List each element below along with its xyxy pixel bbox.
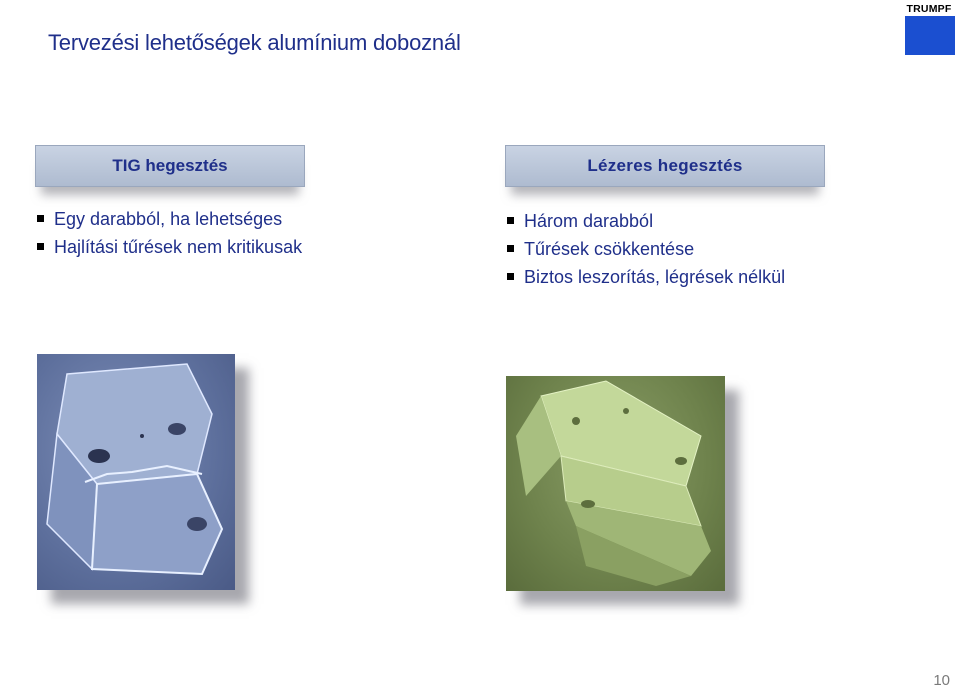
laser-heading: Lézeres hegesztés <box>505 145 825 187</box>
trumpf-logo <box>902 3 956 55</box>
laser-bullet-list <box>506 208 785 292</box>
tig-welded-box-photo <box>37 354 235 590</box>
laser-bullet-1: Három darabból <box>506 208 785 236</box>
tig-bullet-1: Egy darabból, ha lehetséges <box>36 206 302 234</box>
tig-bullet-list <box>36 206 302 262</box>
slide-title: Tervezési lehetőségek alumínium doboznál <box>48 30 461 55</box>
tig-bullet-2: Hajlítási tűrések nem kritikusak <box>36 234 302 262</box>
page-number: 10 <box>933 672 950 689</box>
laser-bullet-3: Biztos leszorítás, légrések nélkül <box>506 264 785 292</box>
logo-text: TRUMPF <box>906 3 952 15</box>
tig-heading: TIG hegesztés <box>35 145 305 187</box>
laser-box-illustration <box>506 376 725 591</box>
logo-blue-square <box>905 16 955 55</box>
laser-bullet-2: Tűrések csökkentése <box>506 236 785 264</box>
tig-box-illustration <box>37 354 235 590</box>
laser-welded-box-photo <box>506 376 725 591</box>
